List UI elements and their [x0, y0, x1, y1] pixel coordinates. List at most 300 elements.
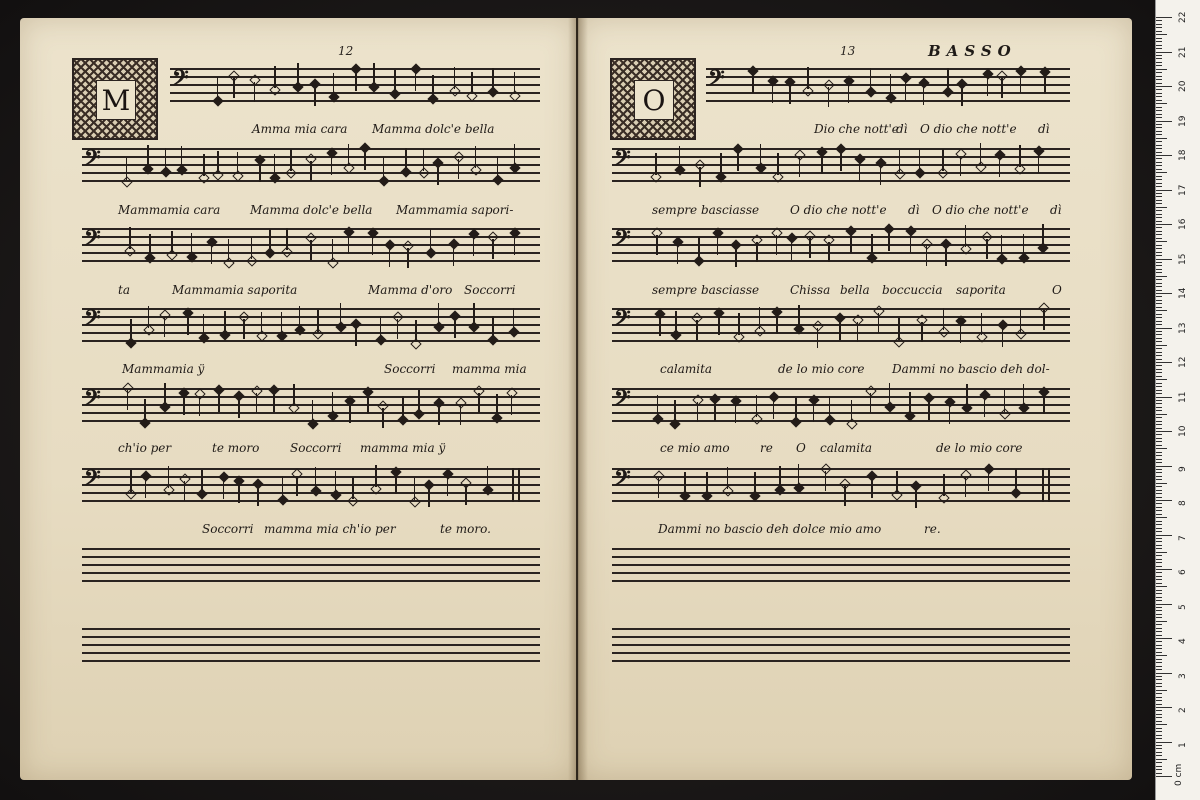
right-page: [578, 18, 1132, 780]
lyric: Chissa: [790, 283, 831, 297]
note-stem: [677, 244, 679, 264]
note-stem: [699, 167, 701, 187]
note-stem: [407, 248, 409, 268]
lyric: dì: [908, 203, 920, 217]
ruler-number: 3: [1178, 672, 1188, 679]
clef-icon: 𝄢: [614, 466, 631, 496]
note-stem: [349, 403, 351, 423]
music-staff: [612, 388, 1070, 422]
ruler-tick: [1156, 296, 1162, 297]
note-stem: [274, 154, 276, 176]
initial-letter: M: [96, 80, 136, 120]
note-stem: [492, 316, 494, 338]
ruler-tick: [1156, 145, 1162, 146]
note-stem: [754, 472, 756, 494]
note-stem: [857, 322, 859, 342]
ruler-tick: [1156, 269, 1162, 270]
ruler-tick: [1156, 417, 1162, 418]
note-stem: [372, 235, 374, 255]
note-stem: [273, 392, 275, 412]
ruler-tick: [1156, 438, 1162, 439]
note-stem: [430, 229, 432, 251]
staff-line: [82, 556, 540, 558]
ruler-tick: [1156, 103, 1167, 104]
note-stem: [1001, 235, 1003, 257]
note-stem: [473, 303, 475, 325]
ruler-tick: [1156, 448, 1167, 449]
note-stem: [243, 319, 245, 339]
open-book: [20, 18, 1132, 780]
note-stem: [348, 234, 350, 254]
staff-line: [612, 652, 1070, 654]
ruler-tick: [1156, 376, 1162, 377]
lyric: mamma mia: [452, 362, 527, 376]
note-stem: [237, 152, 239, 174]
final-barline: [1048, 468, 1050, 502]
note-stem: [776, 314, 778, 334]
ruler-tick: [1156, 141, 1162, 142]
note-stem: [981, 313, 983, 335]
ruler-tick: [1156, 555, 1162, 556]
ruler-tick: [1156, 717, 1162, 718]
note-stem: [791, 240, 793, 260]
ruler-tick: [1156, 710, 1162, 711]
ruler-tick: [1156, 421, 1162, 422]
ruler-tick: [1156, 328, 1172, 329]
ruler-tick: [1156, 293, 1172, 294]
lyric: boccuccia: [882, 283, 943, 297]
ruler-tick: [1156, 321, 1162, 322]
note-stem: [821, 154, 823, 174]
ruler-tick: [1156, 183, 1162, 184]
ruler-tick: [1156, 579, 1162, 580]
note-stem: [437, 165, 439, 185]
note-stem: [290, 149, 292, 171]
note-stem: [181, 146, 183, 168]
ruler-tick: [1156, 221, 1162, 222]
note-stem: [415, 320, 417, 342]
ruler-tick: [1156, 607, 1162, 608]
staff-line: [612, 636, 1070, 638]
note-stem: [839, 320, 841, 340]
note-stem: [380, 316, 382, 338]
lyric: saporita: [956, 283, 1006, 297]
ruler-tick: [1156, 510, 1162, 511]
ruler-tick: [1156, 707, 1172, 708]
lyric: re: [760, 441, 773, 455]
ruler-tick: [1156, 617, 1162, 618]
note-stem: [418, 390, 420, 412]
music-staff: [612, 548, 1070, 582]
ruler-tick: [1156, 96, 1162, 97]
lyric: mamma mia ÿ: [360, 441, 446, 455]
note-stem: [394, 70, 396, 92]
ruler-tick: [1156, 621, 1167, 622]
ruler-tick: [1156, 365, 1162, 366]
ruler-number: 10: [1178, 425, 1188, 437]
staff-line: [612, 180, 1070, 182]
note-stem: [224, 311, 226, 333]
ruler-tick: [1156, 679, 1162, 680]
note-stem: [438, 405, 440, 425]
note-stem: [438, 303, 440, 325]
note-stem: [1020, 73, 1022, 93]
lyric: Dio che nott'e: [814, 122, 899, 136]
ruler-tick: [1156, 210, 1162, 211]
ruler-tick: [1156, 459, 1162, 460]
staff-line: [82, 500, 540, 502]
lyric: Mammamia cara: [118, 203, 221, 217]
staff-line: [82, 572, 540, 574]
staff-line: [170, 92, 540, 94]
ruler-number: 17: [1178, 184, 1188, 196]
ruler-tick: [1156, 276, 1167, 277]
ruler-tick: [1156, 331, 1162, 332]
ruler-tick: [1156, 600, 1162, 601]
ruler-tick: [1156, 34, 1167, 35]
ruler-tick: [1156, 497, 1162, 498]
ruler-tick: [1156, 38, 1162, 39]
ruler-tick: [1156, 79, 1162, 80]
ruler-tick: [1156, 776, 1172, 777]
lyric: mamma mia ch'io per: [264, 522, 396, 536]
note-stem: [126, 158, 128, 180]
note-stem: [286, 228, 288, 250]
ruler-tick: [1156, 576, 1162, 577]
music-staff: [82, 148, 540, 182]
note-stem: [776, 235, 778, 255]
note-stem: [773, 399, 775, 419]
note-stem: [659, 316, 661, 336]
note-stem: [144, 399, 146, 421]
music-staff: [82, 628, 540, 662]
ruler-number: 12: [1178, 356, 1188, 368]
note-stem: [183, 395, 185, 415]
ruler-tick: [1156, 773, 1162, 774]
ruler-tick: [1156, 755, 1162, 756]
ruler-tick: [1156, 148, 1162, 149]
note-stem: [432, 75, 434, 97]
clef-icon: 𝄢: [84, 306, 101, 336]
left-page-number: 12: [338, 44, 354, 58]
note-stem: [514, 72, 516, 94]
note-stem: [871, 234, 873, 256]
note-stem: [228, 239, 230, 261]
music-staff: [612, 468, 1070, 502]
lyric: O: [796, 441, 806, 455]
note-stem: [828, 242, 830, 262]
ruler-unit: 0 cm: [1174, 763, 1184, 786]
note-stem: [147, 145, 149, 167]
ruler-tick: [1156, 414, 1167, 415]
ruler-tick: [1156, 238, 1162, 239]
note-stem: [454, 318, 456, 338]
ruler-tick: [1156, 348, 1162, 349]
note-stem: [405, 148, 407, 170]
ruler-tick: [1156, 307, 1162, 308]
staff-line: [612, 228, 1070, 230]
note-stem: [257, 486, 259, 506]
note-stem: [256, 393, 258, 413]
ruler-tick: [1156, 27, 1162, 28]
ruler-tick: [1156, 673, 1172, 674]
note-stem: [789, 84, 791, 104]
lyric: te moro: [212, 441, 260, 455]
ruler-number: 19: [1178, 115, 1188, 127]
note-stem: [340, 303, 342, 325]
clef-icon: 𝄢: [84, 466, 101, 496]
note-stem: [798, 305, 800, 327]
note-stem: [947, 68, 949, 90]
ruler-tick: [1156, 338, 1162, 339]
ruler-tick: [1156, 748, 1162, 749]
note-stem: [238, 483, 240, 503]
note-stem: [314, 86, 316, 106]
ruler-tick: [1156, 334, 1162, 335]
note-stem: [910, 233, 912, 253]
ruler-tick: [1156, 172, 1167, 173]
right-page-number: 13: [840, 44, 856, 58]
note-stem: [1001, 78, 1003, 98]
ruler-tick: [1156, 317, 1162, 318]
ruler-tick: [1156, 190, 1172, 191]
initial-letter: O: [634, 80, 674, 120]
note-stem: [658, 478, 660, 498]
ruler-tick: [1156, 745, 1162, 746]
note-stem: [1015, 469, 1017, 491]
ruler-tick: [1156, 538, 1162, 539]
ruler-tick: [1156, 369, 1162, 370]
ruler-tick: [1156, 521, 1162, 522]
note-stem: [799, 157, 801, 177]
note-stem: [880, 165, 882, 185]
staff-line: [82, 316, 540, 318]
note-stem: [921, 322, 923, 342]
note-stem: [218, 392, 220, 412]
ruler-tick: [1156, 248, 1162, 249]
lyric: sempre basciasse: [652, 283, 760, 297]
ruler-tick: [1156, 127, 1162, 128]
music-staff: [612, 228, 1070, 262]
note-stem: [310, 240, 312, 260]
ruler-tick: [1156, 200, 1162, 201]
ruler-tick: [1156, 31, 1162, 32]
staff-line: [612, 420, 1070, 422]
lyric: de lo mio core: [936, 441, 1023, 455]
clef-icon: 𝄢: [614, 306, 631, 336]
ruler-tick: [1156, 203, 1162, 204]
staff-line: [82, 340, 540, 342]
ruler-tick: [1156, 666, 1162, 667]
note-stem: [720, 153, 722, 175]
ruler-tick: [1156, 742, 1172, 743]
note-stem: [943, 474, 945, 496]
ruler-tick: [1156, 469, 1162, 470]
ruler-tick: [1156, 324, 1162, 325]
ruler-number: 13: [1178, 322, 1188, 334]
note-stem: [928, 400, 930, 420]
note-stem: [988, 471, 990, 491]
note-stem: [738, 313, 740, 335]
ruler-tick: [1156, 441, 1162, 442]
ruler-tick: [1156, 355, 1162, 356]
note-stem: [514, 144, 516, 166]
lyric: calamita: [820, 441, 873, 455]
note-stem: [375, 465, 377, 487]
ruler-tick: [1156, 704, 1162, 705]
ruler-number: 7: [1178, 534, 1188, 541]
part-name: BASSO: [928, 42, 1017, 60]
note-stem: [367, 394, 369, 414]
note-stem: [896, 471, 898, 493]
note-stem: [423, 149, 425, 171]
staff-line: [82, 628, 540, 630]
music-staff: [612, 628, 1070, 662]
ruler-tick: [1156, 393, 1162, 394]
final-barline: [512, 468, 514, 502]
note-stem: [199, 396, 201, 416]
ruler-tick: [1156, 379, 1167, 380]
ruler-tick: [1156, 624, 1162, 625]
lyric: te moro.: [440, 522, 491, 536]
note-stem: [203, 154, 205, 176]
note-stem: [187, 315, 189, 335]
ruler-tick: [1156, 483, 1167, 484]
note-stem: [203, 314, 205, 336]
ruler-tick: [1156, 41, 1162, 42]
note-stem: [1004, 390, 1006, 412]
lyric: sempre basciasse: [652, 203, 760, 217]
staff-line: [82, 468, 540, 470]
ruler-tick: [1156, 69, 1167, 70]
note-stem: [332, 392, 334, 414]
ruler-tick: [1156, 476, 1162, 477]
note-stem: [942, 149, 944, 171]
note-stem: [310, 161, 312, 181]
ruler-tick: [1156, 227, 1162, 228]
ruler-tick: [1156, 724, 1167, 725]
note-stem: [127, 390, 129, 410]
staff-line: [612, 396, 1070, 398]
note-stem: [888, 231, 890, 251]
note-stem: [714, 401, 716, 421]
clef-icon: 𝄢: [84, 226, 101, 256]
note-stem: [355, 326, 357, 346]
note-stem: [164, 383, 166, 405]
note-stem: [478, 393, 480, 413]
ruler-tick: [1156, 676, 1162, 677]
ruler-tick: [1156, 65, 1162, 66]
note-stem: [296, 476, 298, 496]
ruler-tick: [1156, 731, 1162, 732]
ruler-tick: [1156, 466, 1172, 467]
note-stem: [735, 247, 737, 267]
note-stem: [447, 476, 449, 496]
ruler-tick: [1156, 341, 1162, 342]
staff-line: [82, 484, 540, 486]
ruler-tick: [1156, 162, 1162, 163]
note-stem: [487, 466, 489, 488]
note-stem: [986, 239, 988, 259]
lyric: Soccorri: [384, 362, 436, 376]
staff-line: [82, 148, 540, 150]
note-stem: [251, 237, 253, 259]
ruler-number: 21: [1178, 46, 1188, 58]
note-stem: [465, 485, 467, 505]
staff-line: [612, 468, 1070, 470]
note-stem: [254, 82, 256, 102]
ruler-tick: [1156, 507, 1162, 508]
ruler-tick: [1156, 290, 1162, 291]
note-stem: [373, 63, 375, 85]
lyric: Dammi no bascio deh dolce mio amo: [658, 522, 882, 536]
ruler-tick: [1156, 648, 1162, 649]
ruler-tick: [1156, 345, 1167, 346]
ruler-tick: [1156, 259, 1172, 260]
ruler-tick: [1156, 728, 1162, 729]
lyric: Soccorri: [290, 441, 342, 455]
ruler-tick: [1156, 62, 1162, 63]
ruler-tick: [1156, 72, 1162, 73]
ruler-tick: [1156, 552, 1167, 553]
note-stem: [697, 402, 699, 422]
ruler-tick: [1156, 121, 1172, 122]
note-stem: [335, 471, 337, 493]
note-stem: [949, 404, 951, 424]
note-stem: [397, 319, 399, 339]
note-stem: [269, 229, 271, 251]
ruler-tick: [1156, 583, 1162, 584]
note-stem: [737, 151, 739, 171]
staff-line: [82, 644, 540, 646]
ruler-tick: [1156, 279, 1162, 280]
note-stem: [999, 157, 1001, 177]
lyric: O dio che nott'e: [790, 203, 887, 217]
note-stem: [966, 384, 968, 406]
clef-icon: 𝄢: [614, 146, 631, 176]
ruler-tick: [1156, 693, 1162, 694]
ruler-tick: [1156, 514, 1162, 515]
note-stem: [674, 400, 676, 422]
ruler-tick: [1156, 566, 1162, 567]
note-stem: [233, 78, 235, 98]
lyric: Mammamia ÿ: [122, 362, 205, 376]
clef-icon: 𝄢: [84, 146, 101, 176]
note-stem: [217, 77, 219, 99]
ruler-tick: [1156, 176, 1162, 177]
ruler-tick: [1156, 738, 1162, 739]
note-stem: [727, 467, 729, 489]
ruler-tick: [1156, 245, 1162, 246]
ruler-tick: [1156, 683, 1162, 684]
ruler-tick: [1156, 628, 1162, 629]
note-stem: [698, 237, 700, 259]
decorated-initial-o: [610, 58, 696, 140]
ruler-number: 20: [1178, 80, 1188, 92]
ruler-tick: [1156, 179, 1162, 180]
note-stem: [871, 478, 873, 498]
ruler-tick: [1156, 645, 1162, 646]
ruler-tick: [1156, 362, 1172, 363]
ruler-tick: [1156, 472, 1162, 473]
note-stem: [870, 68, 872, 90]
ruler-tick: [1156, 89, 1162, 90]
note-stem: [129, 227, 131, 249]
lyric: O dio che nott'e: [920, 122, 1017, 136]
ruler-tick: [1156, 559, 1162, 560]
ruler-tick: [1156, 252, 1162, 253]
note-stem: [798, 464, 800, 486]
